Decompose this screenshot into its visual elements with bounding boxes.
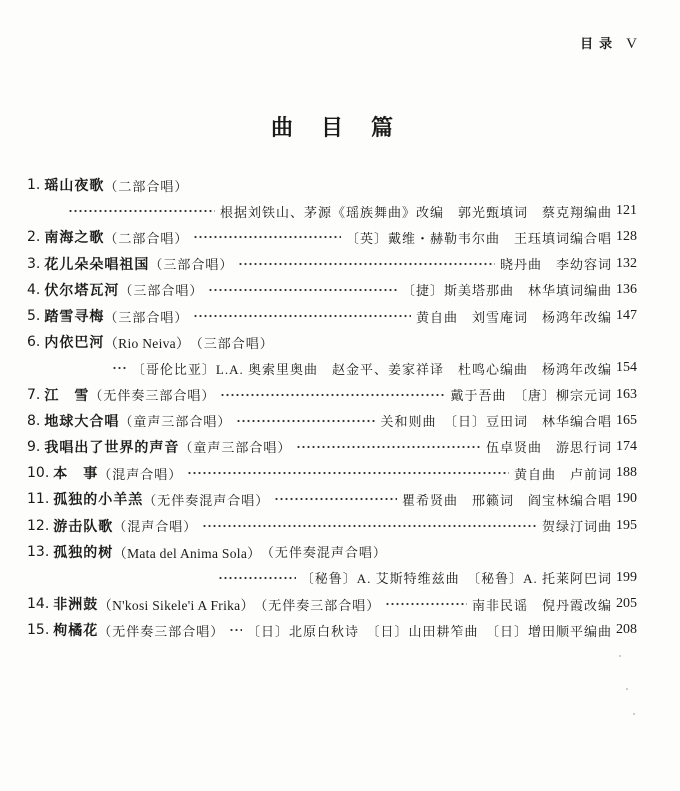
toc-entry	[27, 172, 637, 198]
entry-credits: 根据刘铁山、茅源《瑶族舞曲》改编 郭光甄填词 蔡克翔编曲	[219, 204, 612, 220]
entry-number: 2.	[27, 229, 41, 246]
entry-title: 花儿朵朵唱祖国	[44, 256, 150, 273]
entry-credits: 关和则曲 〔日〕豆田词 林华编合唱	[380, 414, 612, 430]
entry-page: 154	[616, 360, 637, 376]
toc-entry	[27, 224, 637, 250]
entry-credits: 〔捷〕斯美塔那曲 林华填词编曲	[401, 283, 612, 299]
entry-title: 孤独的小羊羔	[53, 492, 144, 509]
entry-page: 190	[616, 491, 637, 507]
entry-page: 188	[616, 465, 637, 481]
table-of-contents	[27, 172, 637, 643]
toc-entry	[27, 408, 637, 434]
entry-credits: 贺绿汀词曲	[541, 519, 612, 535]
entry-title: 孤独的树	[53, 544, 114, 561]
entry-page: 174	[616, 438, 637, 454]
entry-arrangement: （童声三部合唱）	[119, 414, 232, 430]
entry-page: 205	[616, 596, 637, 612]
page-title: 曲目篇	[270, 116, 421, 141]
entry-title: 非洲鼓	[53, 597, 99, 614]
dot-leader	[193, 312, 411, 320]
scan-speck	[619, 655, 621, 657]
entry-page: 195	[616, 517, 637, 533]
entry-original-title: （N'kosi Sikele'i A Frika）	[98, 598, 255, 614]
entry-title: 地球大合唱	[44, 413, 120, 430]
entry-page: 136	[616, 281, 637, 297]
entry-arrangement: （无伴奏三部合唱）	[98, 623, 225, 639]
entry-number: 13.	[27, 543, 50, 560]
entry-arrangement: （混声合唱）	[98, 466, 183, 482]
toc-entry	[27, 382, 637, 408]
entry-page: 163	[616, 386, 637, 402]
entry-title: 内依巴河	[44, 335, 105, 352]
entry-credits: 〔英〕戴维・赫勒韦尔曲 王珏填词编合唱	[345, 230, 612, 246]
entry-number: 8.	[27, 412, 41, 429]
entry-number: 1.	[27, 177, 41, 194]
entry-credits: 伍卓贤曲 游思行词	[485, 440, 612, 456]
entry-number: 6.	[27, 334, 41, 351]
entry-title: 瑶山夜歌	[44, 178, 105, 195]
entry-arrangement: （无伴奏三部合唱）	[89, 388, 216, 404]
entry-page: 121	[616, 203, 637, 219]
entry-credits: 南非民谣 倪丹霞改编	[471, 597, 612, 613]
dot-leader	[296, 443, 481, 451]
toc-entry-credits	[27, 198, 637, 224]
dot-leader	[68, 207, 215, 215]
toc-entry	[27, 434, 637, 460]
entry-credits: 〔哥伦比亚〕L.A. 奥索里奥曲 赵金平、姜家祥译 杜鸣心编曲 杨鸿年改编	[131, 361, 612, 377]
entry-arrangement: （无伴奏三部合唱）	[254, 597, 381, 613]
entry-title: 踏雪寻梅	[44, 309, 105, 326]
entry-credits: 晓丹曲 李幼容词	[499, 257, 612, 273]
entry-page: 132	[616, 255, 637, 271]
dot-leader	[208, 286, 397, 294]
toc-entry	[27, 251, 637, 277]
entry-credits: 戴于吾曲 〔唐〕柳宗元词	[450, 388, 612, 404]
entry-title: 江 雪	[44, 387, 90, 404]
entry-arrangement: （无伴奏混声合唱）	[143, 492, 270, 508]
dot-leader	[229, 626, 242, 634]
dot-leader	[187, 469, 509, 477]
entry-credits: 〔秘鲁〕A. 艾斯特维兹曲 〔秘鲁〕A. 托莱阿巴词	[300, 571, 612, 587]
section-label: 目录	[580, 37, 619, 52]
dot-leader	[218, 574, 296, 582]
dot-leader	[202, 522, 537, 530]
entry-number: 10.	[27, 465, 50, 482]
dot-leader	[112, 364, 127, 372]
scan-speck	[626, 688, 628, 690]
entry-title: 本 事	[53, 466, 99, 483]
entry-credits: 瞿希贤曲 邢籁词 阎宝林编合唱	[401, 492, 612, 508]
toc-entry	[27, 512, 637, 538]
entry-number: 7.	[27, 386, 41, 403]
running-header	[580, 33, 637, 53]
entry-number: 14.	[27, 596, 50, 613]
entry-original-title: （Mata del Anima Sola）	[113, 545, 261, 561]
entry-credits: 黄自曲 卢前词	[513, 466, 612, 482]
toc-entry	[27, 460, 637, 486]
entry-arrangement: （二部合唱）	[104, 230, 189, 246]
entry-credits: 黄自曲 刘雪庵词 杨鸿年改编	[415, 309, 612, 325]
entry-number: 5.	[27, 308, 41, 325]
entry-number: 3.	[27, 255, 41, 272]
entry-arrangement: （三部合唱）	[104, 309, 189, 325]
toc-entry	[27, 277, 637, 303]
toc-entry-credits	[27, 565, 637, 591]
dot-leader	[385, 600, 467, 608]
entry-number: 11.	[27, 491, 50, 508]
toc-entry-credits	[27, 355, 637, 381]
dot-leader	[274, 495, 397, 503]
toc-entry	[27, 539, 637, 565]
entry-title: 游击队歌	[53, 518, 114, 535]
toc-entry	[27, 303, 637, 329]
entry-original-title: （Rio Neiva）	[104, 336, 190, 352]
entry-arrangement: （无伴奏混声合唱）	[260, 545, 387, 561]
dot-leader	[236, 417, 375, 425]
entry-number: 4.	[27, 281, 41, 298]
scan-speck	[633, 713, 635, 715]
entry-arrangement: （三部合唱）	[119, 283, 204, 299]
dot-leader	[193, 233, 341, 241]
entry-arrangement: （混声合唱）	[113, 519, 198, 535]
entry-arrangement: （二部合唱）	[104, 178, 189, 194]
entry-page: 165	[616, 412, 637, 428]
page-number-roman: V	[626, 36, 637, 52]
entry-number: 9.	[27, 438, 41, 455]
toc-entry	[27, 329, 637, 355]
dot-leader	[220, 391, 445, 399]
toc-entry	[27, 486, 637, 512]
entry-page: 147	[616, 308, 637, 324]
entry-page: 199	[616, 569, 637, 585]
entry-arrangement: （三部合唱）	[149, 257, 234, 273]
toc-entry	[27, 617, 637, 643]
entry-title: 我唱出了世界的声音	[44, 439, 180, 456]
entry-arrangement: （童声三部合唱）	[179, 440, 292, 456]
entry-page: 128	[616, 229, 637, 245]
entry-title: 伏尔塔瓦河	[44, 282, 120, 299]
entry-title: 南海之歌	[44, 230, 105, 247]
entry-title: 枸橘花	[53, 623, 99, 640]
entry-credits: 〔日〕北原白秋诗 〔日〕山田耕笮曲 〔日〕增田顺平编曲	[246, 623, 612, 639]
entry-arrangement: （三部合唱）	[189, 335, 274, 351]
entry-page: 208	[616, 622, 637, 638]
entry-number: 12.	[27, 517, 50, 534]
toc-entry	[27, 591, 637, 617]
dot-leader	[238, 260, 495, 268]
entry-number: 15.	[27, 622, 50, 639]
